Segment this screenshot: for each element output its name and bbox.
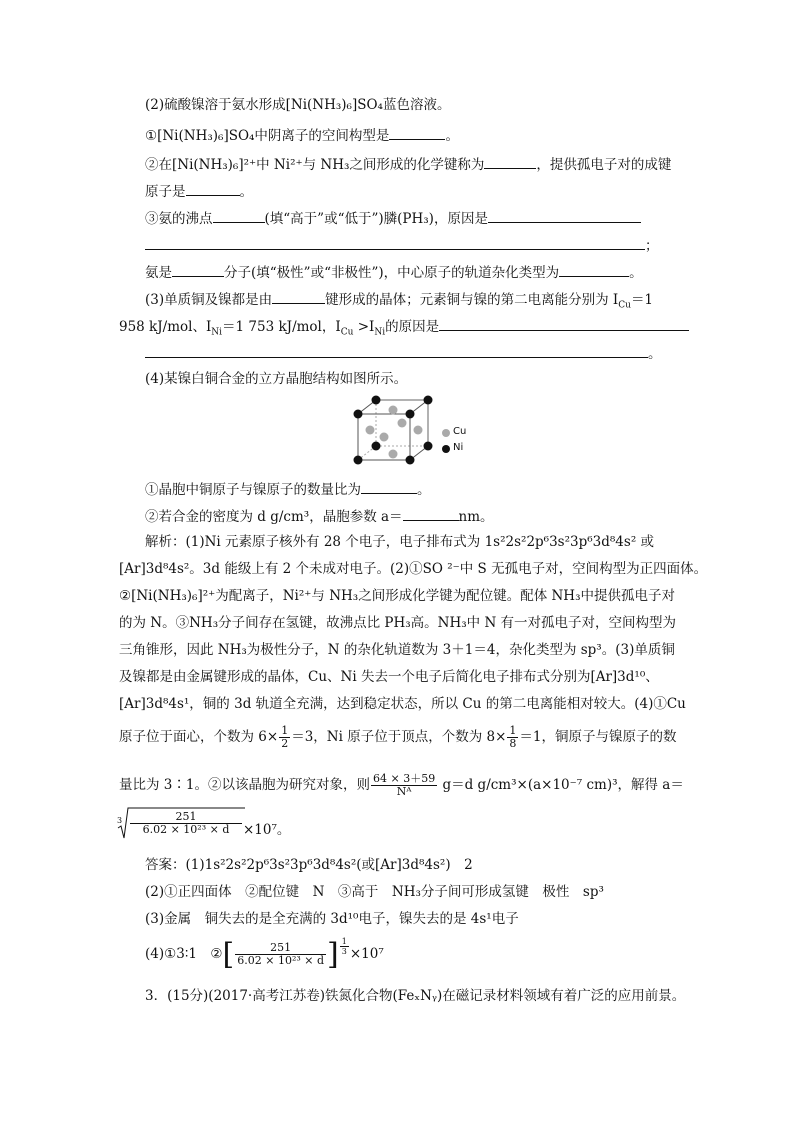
q4-s1-text: ①晶胞中铜原子与镍原子的数量比为 <box>145 482 361 498</box>
q2-s2c-end: 。 <box>239 184 253 200</box>
question-3-intro: 3．(15分)(2017·高考江苏卷)铁氮化合物(FeₓNᵧ)在磁记录材料领域有着广泛的应用前景。 <box>145 988 686 1004</box>
ni-atom <box>424 396 433 405</box>
answer-line-3: (3)金属 铜失去的是全充满的 3d¹⁰电子，镍失去的是 4s¹电子 <box>145 911 519 927</box>
left-bracket: [ <box>222 936 235 972</box>
q3-a: (3)单质铜及镍都是由 <box>145 292 273 308</box>
q3-line3 <box>145 343 662 363</box>
q3-cu-sub: Cu <box>618 300 631 311</box>
answer-line-2: (2)①正四面体 ②配位键 N ③高于 NH₃分子间可形成氢键 极性 sp³ <box>145 884 604 900</box>
q2-s3d-text: 氨是 <box>145 265 172 281</box>
blank-ionization-reason-cont[interactable] <box>145 343 648 358</box>
analysis-line-9 <box>119 770 684 800</box>
analysis-l9a: 量比为 3∶1。②以该晶胞为研究对象，则 <box>119 777 370 793</box>
blank-reason-cont[interactable] <box>145 235 645 250</box>
half-num: 1 <box>281 724 289 737</box>
q2-s3e-end: 。 <box>629 265 643 281</box>
blank-boiling[interactable] <box>213 208 265 223</box>
ni-atom <box>372 396 381 405</box>
blank-hybridization[interactable] <box>559 262 629 277</box>
legend-cu-label: Cu <box>453 426 467 437</box>
cu-atom <box>389 406 398 415</box>
mass-den: Nᴬ <box>396 785 412 798</box>
q3-end: 。 <box>648 346 662 362</box>
analysis-line-2: [Ar]3d⁸4s²。3d 能级上有 2 个未成对电子。(2)①SO ²⁻中 S 无孤电子对，空间构型为正四面体。 <box>119 561 708 577</box>
analysis-line-6: 及镍都是由金属键形成的晶体，Cu、Ni 失去一个电子后简化电子排布式分别为[Ar]3d¹⁰、 <box>119 669 659 685</box>
ni-atom <box>354 456 363 465</box>
crystal-cell-figure <box>352 394 482 474</box>
blank-lattice-param[interactable] <box>403 506 459 521</box>
analysis-line-7: [Ar]3d⁸4s¹，铜的 3d 轨道全充满，达到稳定状态，所以 Cu 的第二电离能相对较大。(4)①Cu <box>119 696 686 712</box>
fraction-one-half <box>279 725 290 750</box>
legend-ni-marker <box>442 445 450 453</box>
q2-s3a-text: ③氨的沸点 <box>145 211 213 227</box>
q4-intro: (4)某镍白铜合金的立方晶胞结构如图所示。 <box>145 371 408 387</box>
q3-ni-sub: Ni <box>211 327 223 338</box>
analysis-l8a: 原子位于面心，个数为 6× <box>119 729 279 745</box>
q2-s3e-text: 分子(填“极性”或“非极性”)，中心原子的轨道杂化类型为 <box>224 265 560 281</box>
analysis-line-8 <box>119 722 677 752</box>
q2-s2c-text: 原子是 <box>145 184 186 200</box>
q2-s1-text: ①[Ni(NH₃)₆]SO₄中阴离子的空间构型是 <box>145 128 390 144</box>
blank-metal-bond[interactable] <box>272 289 325 304</box>
q3-ni-sub2: Ni <box>374 327 386 338</box>
half-den: 2 <box>281 737 289 750</box>
q4-s2b-text: nm。 <box>458 509 494 525</box>
legend-ni-label: Ni <box>453 442 464 453</box>
ni-atom <box>424 442 433 451</box>
q2-s1-end: 。 <box>445 128 459 144</box>
a4-den: 6.02 × 10²³ × d <box>237 954 325 967</box>
a4-tail: ×10⁷ <box>349 946 384 962</box>
ni-atom <box>372 442 381 451</box>
right-bracket: ] <box>327 936 339 972</box>
q2-sub3-cont <box>145 235 659 255</box>
q3-d: ＝1 753 kJ/mol，I <box>222 319 341 335</box>
exponent-fraction <box>340 937 349 956</box>
blank-atom-ratio[interactable] <box>361 479 417 494</box>
q2-sub3-polarity <box>145 262 643 282</box>
q2-s3c: ； <box>645 238 659 254</box>
q3-icu-val: ＝1 <box>630 292 654 308</box>
answer-fraction <box>235 942 326 967</box>
analysis-l8c: ＝1，铜原子与镍原子的数 <box>519 729 677 745</box>
q3-b: 键形成的晶体；元素铜与镍的第二电离能分别为 I <box>325 292 619 308</box>
legend-cu-marker <box>442 429 450 437</box>
analysis-line-5: 三角锥形，因此 NH₃为极性分子，N 的杂化轨道数为 3＋1＝4，杂化类型为 sp³。(3)单质铜 <box>119 642 675 658</box>
q2-sub2 <box>145 154 671 174</box>
ni-atom <box>406 410 415 419</box>
eighth-den: 8 <box>509 737 517 750</box>
q3-e: >I <box>353 319 375 335</box>
root-fraction <box>130 811 242 836</box>
blank-reason[interactable] <box>488 208 641 223</box>
analysis-line-1: 解析：(1)Ni 元素原子核外有 28 个电子，电子排布式为 1s²2s²2p⁶3s²3p⁶3d⁸4s² 或 <box>145 534 655 550</box>
blank-anion-shape[interactable] <box>389 125 445 140</box>
a4-exp-num: 1 <box>341 937 347 946</box>
analysis-line-3: ②[Ni(NH₃)₆]²⁺为配离子，Ni²⁺与 NH₃之间形成化学键为配位键。配体 NH₃中提供孤电子对 <box>119 588 675 604</box>
answer-line-1: 答案：(1)1s²2s²2p⁶3s²3p⁶3d⁸4s²(或[Ar]3d⁸4s²) 2 <box>145 857 473 873</box>
root-index: 3 <box>117 816 123 825</box>
blank-polarity[interactable] <box>172 262 224 277</box>
q3-line2 <box>119 316 689 336</box>
a4-exp-den: 3 <box>341 947 347 956</box>
q4-s2a-text: ②若合金的密度为 d g/cm³，晶胞参数 a＝ <box>145 509 403 525</box>
q2-sub1 <box>145 125 459 145</box>
blank-ionization-reason[interactable] <box>439 316 689 331</box>
blank-donor-atom[interactable] <box>186 181 240 196</box>
fraction-mass <box>371 773 437 798</box>
cu-atom <box>414 426 423 435</box>
root-num: 251 <box>130 811 242 824</box>
q4-sub2 <box>145 506 494 526</box>
cu-atom <box>380 433 389 442</box>
cu-atom <box>398 419 407 428</box>
a4-num: 251 <box>235 942 326 955</box>
ni-atom <box>354 410 363 419</box>
q2-s2b-text: ，提供孤电子对的成键 <box>536 157 672 173</box>
fraction-one-eighth <box>507 725 518 750</box>
q2-s3b-text: (填“高于”或“低于”)膦(PH₃)，原因是 <box>264 211 488 227</box>
q2-intro: (2)硫酸镍溶于氨水形成[Ni(NH₃)₆]SO₄蓝色溶液。 <box>145 97 451 113</box>
ni-atom <box>406 456 415 465</box>
q4-s1-end: 。 <box>417 482 431 498</box>
answer-line-4 <box>145 937 384 971</box>
q3-line1 <box>145 289 653 309</box>
cu-atom <box>389 450 398 459</box>
blank-bond-type[interactable] <box>484 154 536 169</box>
q3-f: 的原因是 <box>385 319 440 335</box>
eighth-num: 1 <box>509 724 517 737</box>
analysis-line-4: 的为 N。③NH₃分子间存在氢键，故沸点比 PH₃高。NH₃中 N 有一对孤电子对，空间构型为 <box>119 615 677 631</box>
cu-atom <box>366 426 375 435</box>
root-den: 6.02 × 10²³ × d <box>142 823 230 836</box>
q3-cu-sub2: Cu <box>340 327 354 338</box>
q2-sub2-cont <box>145 181 253 201</box>
q3-c: 958 kJ/mol、I <box>119 319 212 335</box>
root-tail: ×10⁷。 <box>243 822 291 838</box>
q2-sub3 <box>145 208 641 228</box>
q2-s2a-text: ②在[Ni(NH₃)₆]²⁺中 Ni²⁺与 NH₃之间形成的化学键称为 <box>145 157 485 173</box>
answer-a4a: (4)①3∶1 ② <box>145 946 223 962</box>
q4-sub1 <box>145 479 431 499</box>
analysis-l8b: ＝3，Ni 原子位于顶点，个数为 8× <box>291 729 507 745</box>
analysis-l9b: g＝d g/cm³×(a×10⁻⁷ cm)³，解得 a＝ <box>438 777 684 793</box>
mass-num: 64 × 3＋59 <box>372 772 436 785</box>
